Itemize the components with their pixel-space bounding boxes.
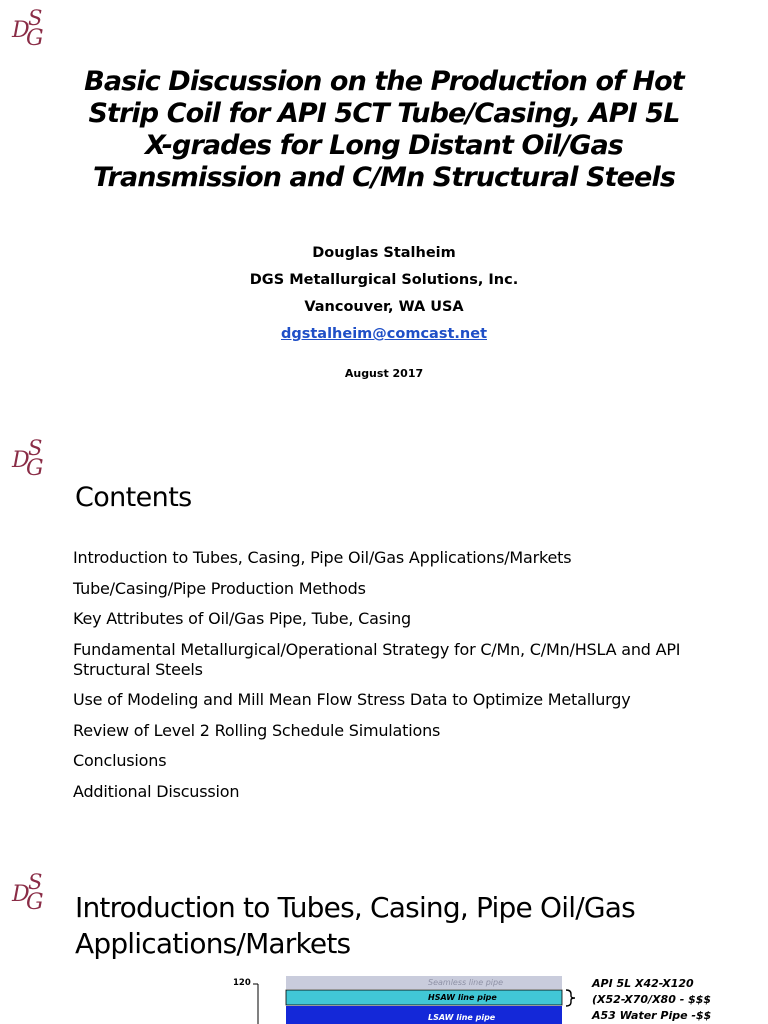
logo-letter-d: D [12,18,30,43]
contents-item: Conclusions [73,751,167,770]
logo-letter-s: S [28,436,43,460]
contents-item: Fundamental Metallurgical/Operational Strategy for C/Mn, C/Mn/HSLA and API Structural Steels [73,639,681,679]
dgs-logo [12,438,72,480]
author-name: Douglas Stalheim [312,245,456,261]
contents-item: Additional Discussion [73,781,240,801]
title-slide [0,0,768,420]
heading-line-2: Applications/Markets [75,927,351,960]
annotation-line: A53 Water Pipe -$$ [592,1009,712,1022]
introduction-heading [75,890,635,962]
title-line-3: X-grades for Long Distant Oil/Gas [145,130,623,161]
logo-letter-g: G [26,26,44,51]
presentation-date: August 2017 [344,367,424,380]
contents-item: Use of Modeling and Mill Mean Flow Stress Data to Optimize Metallurgy [73,690,631,709]
y-tick-label: 120 [233,978,251,988]
line-pipe-chart [228,976,768,1024]
presentation-title [40,66,728,194]
logo-letter-s: S [28,870,43,894]
band-lsaw [286,1006,562,1024]
annotation-line: API 5L X42-X120 [592,977,694,990]
company-name: DGS Metallurgical Solutions, Inc. [249,272,519,288]
contents-item: Key Attributes of Oil/Gas Pipe, Tube, Casing [73,609,411,628]
title-line-1: Basic Discussion on the Production of Hot [84,66,684,97]
contents-list [73,548,733,812]
logo-letter-d: D [12,448,30,473]
logo-letter-g: G [26,456,44,481]
annotation-line: (X52-X70/X80 - $$$ [592,993,712,1006]
title-line-4: Transmission and C/Mn Structural Steels [93,162,675,193]
email-link[interactable]: dgstalheim@comcast.net [280,326,488,342]
contents-item: Review of Level 2 Rolling Schedule Simulations [73,720,441,740]
band-label-seamless: Seamless line pipe [428,978,503,987]
heading-line-1: Introduction to Tubes, Casing, Pipe Oil/Gas [75,891,635,924]
band-label-lsaw: LSAW line pipe [428,1013,496,1022]
band-hsaw [286,990,562,1005]
logo-letter-s: S [28,6,43,30]
chart-annotation [592,976,711,1024]
title-line-2: Strip Coil for API 5CT Tube/Casing, API 5L [88,98,680,129]
logo-letter-g: G [26,890,44,915]
contents-slide [0,420,768,852]
band-seamless [286,976,562,989]
dgs-logo [12,872,72,914]
author-block [0,240,768,348]
dgs-logo [12,8,72,50]
location: Vancouver, WA USA [304,299,464,315]
contents-item: Introduction to Tubes, Casing, Pipe Oil/Gas Applications/Markets [73,548,572,567]
brace-icon [566,990,575,1006]
logo-letter-d: D [12,882,30,907]
contents-heading: Contents [75,482,192,513]
introduction-slide [0,852,768,1024]
band-label-hsaw: HSAW line pipe [428,993,497,1002]
contents-item: Tube/Casing/Pipe Production Methods [73,578,366,598]
chart-canvas [228,976,588,1024]
